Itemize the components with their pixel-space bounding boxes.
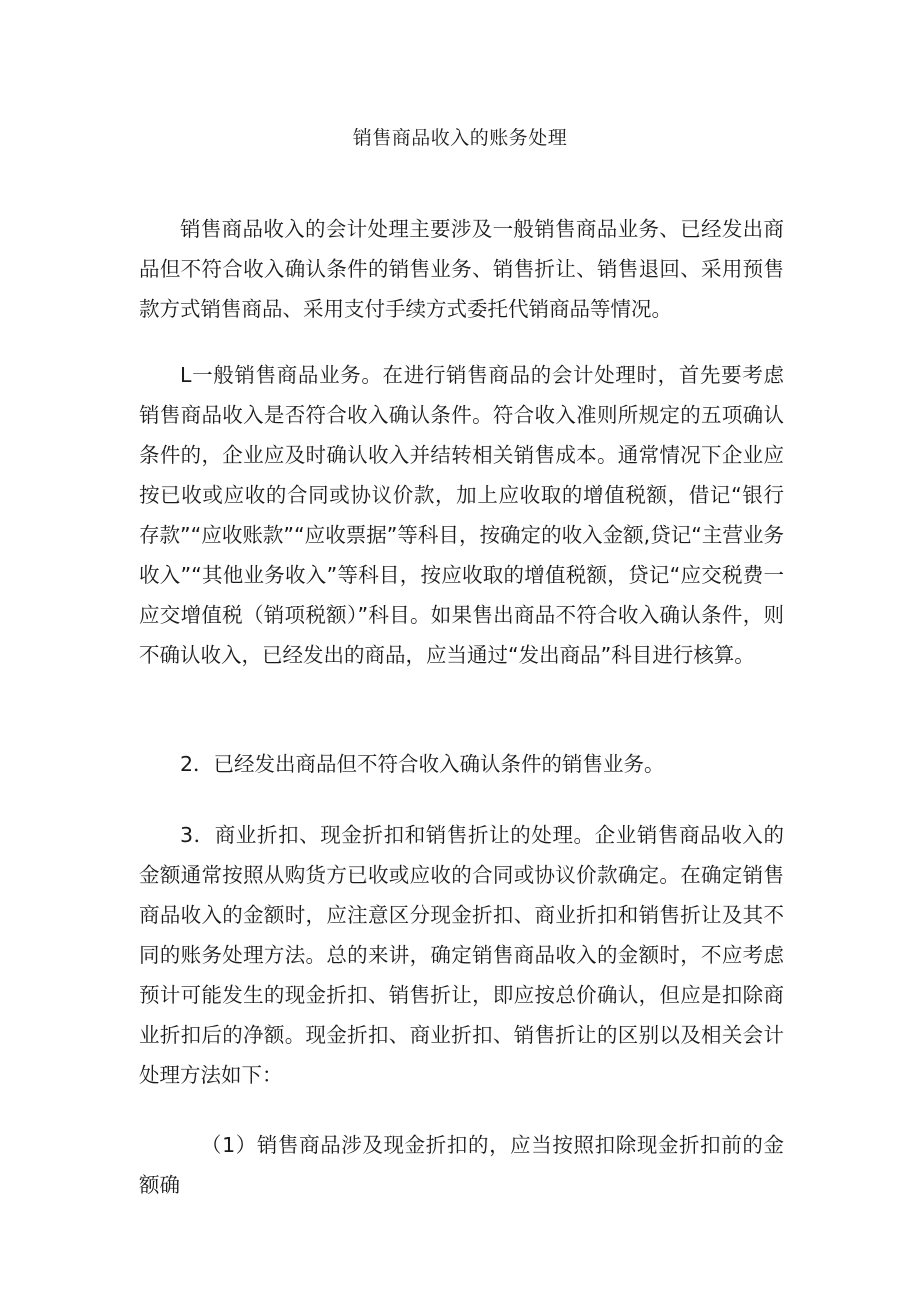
- paragraph-shipped-not-recognized: 2．已经发出商品但不符合收入确认条件的销售业务。: [180, 752, 665, 776]
- paragraph-discounts: 3．商业折扣、现金折扣和销售折让的处理。企业销售商品收入的金额通常按照从购货方已收或应收的合同或协议价款确定。在确定销售商品收入的金额时，应注意区分现金折扣、商业折扣和销售折让及其不同的账务处理方法。总的来讲，确定销售商品收入的金额时，不应考虑预计可能发生的现金折扣、销售折让，即应按总价确认，但应是扣除商业折扣后的净额。现金折扣、商业折扣、销售折让的区别以及相关会计处理方法如下：: [139, 823, 784, 1087]
- paragraph-general-sales: L一般销售商品业务。在进行销售商品的会计处理时，首先要考虑销售商品收入是否符合收入确认条件。符合收入准则所规定的五项确认条件的，企业应及时确认收入并结转相关销售成本。通常情况下企业应按已收或应收的合同或协议价款，加上应收取的增值税额，借记“银行存款”“应收账款”“应收票据”等科目，按确定的收入金额,贷记“主营业务收入”“其他业务收入”等科目，按应收取的增值税额，贷记“应交税费一应交增值税（销项税额）”科目。如果售出商品不符合收入确认条件，则不确认收入，已经发出的商品，应当通过“发出商品”科目进行核算。: [139, 363, 784, 667]
- document-title: 销售商品收入的账务处理: [352, 127, 568, 149]
- paragraph-cash-discount: （1）销售商品涉及现金折扣的，应当按照扣除现金折扣前的金额确: [139, 1133, 784, 1197]
- paragraph-intro: 销售商品收入的会计处理主要涉及一般销售商品业务、已经发出商品但不符合收入确认条件的销售业务、销售折让、销售退回、采用预售款方式销售商品、采用支付手续方式委托代销商品等情况。: [139, 217, 784, 321]
